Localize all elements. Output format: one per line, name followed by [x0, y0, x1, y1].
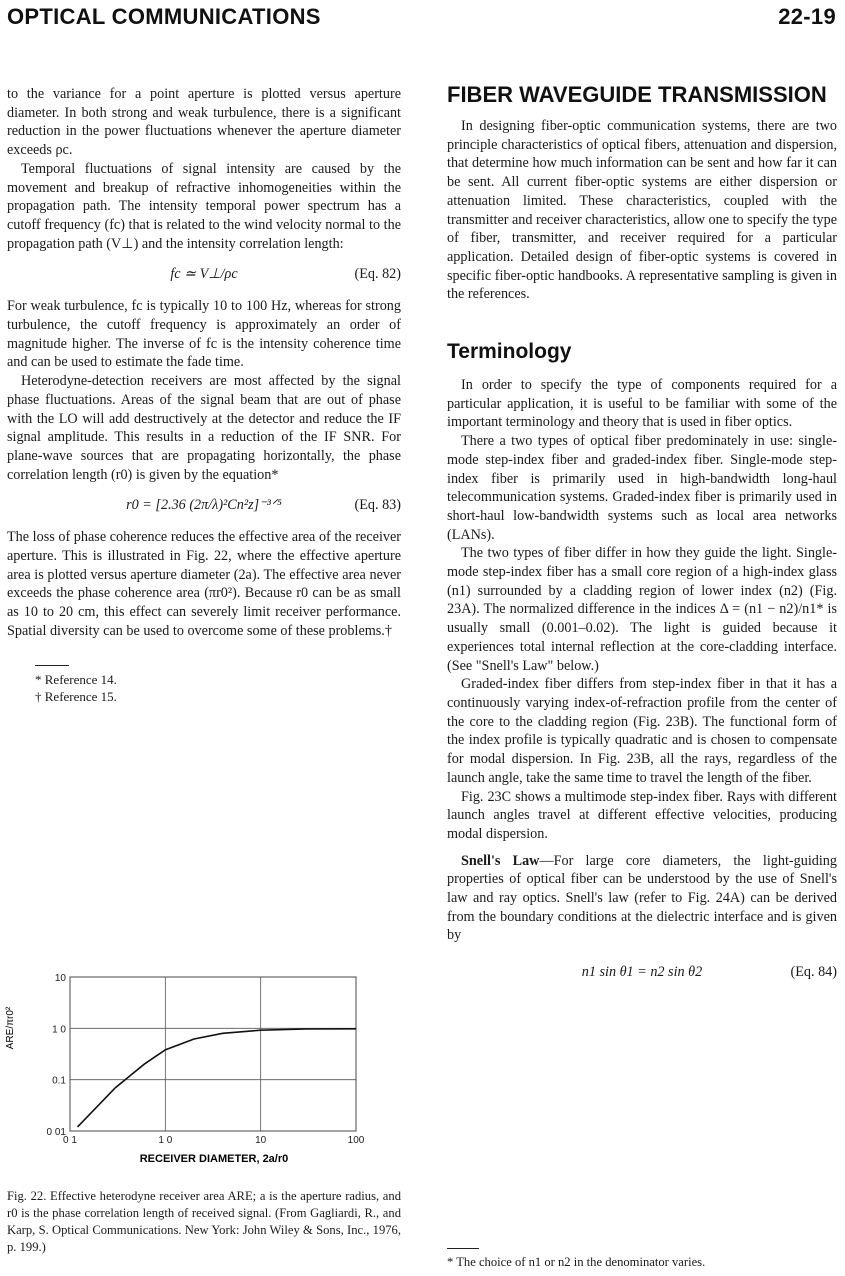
section-heading: FIBER WAVEGUIDE TRANSMISSION	[447, 82, 827, 107]
running-header-title: OPTICAL COMMUNICATIONS	[7, 4, 321, 29]
run-in-heading: Snell's Law	[461, 852, 540, 869]
equation-83	[7, 496, 401, 518]
equation-number: (Eq. 84)	[790, 964, 837, 981]
right-footnote	[447, 1248, 837, 1270]
y-axis-label: ARE/πr0²	[5, 1006, 16, 1050]
y-tick-label: 0.1	[52, 1075, 66, 1087]
page-number: 22-19	[778, 4, 836, 29]
paragraph: The two types of fiber differ in how they guide the light. Single-mode step-index fiber has a small core region of a high-index glass (n1) surrounded by a cladding region of lower index (n2) (Fig. 23A). The normalized difference in the indices Δ = (n1 − n2)/n1* is usually small (0.001–0.02). The light is guided because it experiences total internal reflection at the core-cladding interface. (See "Snell's Law" below.)	[447, 545, 837, 674]
x-tick-label: 0 1	[63, 1135, 77, 1146]
equation-number: (Eq. 82)	[354, 266, 401, 283]
y-tick-label: 10	[54, 973, 66, 984]
equation-number: (Eq. 83)	[354, 497, 401, 514]
plot-area	[47, 973, 365, 1146]
effective-area-curve	[78, 1029, 357, 1127]
equation-82	[7, 265, 401, 287]
equation-84	[447, 963, 837, 985]
equation-expression: fc ≃ V⊥/ρc	[170, 266, 238, 283]
x-tick-label: 10	[255, 1135, 267, 1146]
figure-22-chart	[0, 955, 400, 1185]
paragraph: Heterodyne-detection receivers are most affected by the signal phase fluctuations. Areas of the signal beam that are out of phase with the LO will add destructively at the detector and reduce the IF signal amplitude. This results in a reduction of the IF SNR. For plane-wave sources that are propagating horizontally, the phase correlation length (r0) is given by the equation*	[7, 373, 401, 483]
left-column	[7, 85, 401, 705]
equation-expression: r0 = [2.36 (2π/λ)²Cn²z]⁻³ᐟ⁵	[126, 497, 282, 514]
paragraph: The loss of phase coherence reduces the effective area of the receiver aperture. This is illustrated in Fig. 22, where the effective aperture area is plotted versus aperture diameter (2a). The effective area never exceeds the phase coherence area (πr0²). Because r0 can be as small as 10 to 20 cm, this effect can severely limit receiver performance. Spatial diversity can be used to overcome some of these problems.†	[7, 529, 401, 639]
paragraph: Snell's Law—For large core diameters, the light-guiding properties of optical fiber can be understood by the use of Snell's law and ray optics. Snell's law (refer to Fig. 24A) can be derived from the boundary conditions at the dielectric interface and is given by	[447, 852, 837, 944]
x-tick-label: 100	[347, 1135, 365, 1146]
footnote: † Reference 15.	[35, 688, 117, 704]
paragraph: Graded-index fiber differs from step-index fiber in that it has a continuously varying index-of-refraction profile from the center of the core to the cladding region (Fig. 23B). The functional form of the index profile is typically quadratic and is chosen to compensate for modal dispersion. In Fig. 23B, all the rays, regardless of the launch angle, take the same time to travel the length of the fiber.	[447, 676, 837, 786]
footnote: * Reference 14.	[35, 671, 117, 687]
y-tick-label: 1 0	[52, 1024, 66, 1036]
paragraph: In designing fiber-optic communication systems, there are two principle characteristics of optical fibers, attenuation and dispersion, that determine how much information can be sent and how far it can be sent. All current fiber-optic systems are either dispersion or attenuation limited. These characteristics, coupled with the transmitter and receiver characteristics, allow one to specify the type of fiber, transmitter, and receiver required for a particular application. Detailed design of fiber-optic systems is covered in specific fiber-optic handbooks. A representative sampling is given in the references.	[447, 118, 837, 303]
paragraph: There a two types of optical fiber predominately in use: single-mode step-index fiber and graded-index fiber. Single-mode step-index fiber is primarily used in high-bandwidth long-haul telecommunication systems. Graded-index fiber is primarily used in short-haul low-bandwidth systems such as local area networks (LANs).	[447, 433, 837, 543]
footnote-rule	[447, 1248, 479, 1249]
y-tick-label: 0 01	[46, 1127, 66, 1138]
right-column	[447, 83, 837, 995]
paragraph: Fig. 23C shows a multimode step-index fiber. Rays with different launch angles travel at different effective velocities, producing modal dispersion.	[447, 788, 837, 842]
x-tick-label: 1 0	[158, 1135, 173, 1146]
x-axis-label: RECEIVER DIAMETER, 2a/r0	[139, 1153, 289, 1165]
figure-caption: Fig. 22. Effective heterodyne receiver area ARE; a is the aperture radius, and r0 is the phase correlation length of received signal. (From Gagliardi, R., and Karp, S. Optical Communications. New York: John Wiley & Sons, Inc., 1976, p. 199.)	[7, 1189, 401, 1254]
subsection-heading: Terminology	[447, 340, 572, 364]
equation-expression: n1 sin θ1 = n2 sin θ2	[581, 964, 703, 981]
paragraph: to the variance for a point aperture is plotted versus aperture diameter. In both strong and weak turbulence, there is a significant reduction in the power fluctuations whenever the aperture diameter exceeds ρc.	[7, 86, 401, 159]
footnote-rule	[35, 665, 69, 666]
paragraph: In order to specify the type of components required for a particular application, it is useful to be familiar with some of the important terminology and theory that is used in fiber optics.	[447, 377, 837, 431]
paragraph: For weak turbulence, fc is typically 10 to 100 Hz, whereas for strong turbulence, the cutoff frequency is approximately an order of magnitude higher. The inverse of fc is the intensity coherence time and can be used to estimate the fade time.	[7, 298, 401, 371]
plot-frame	[70, 977, 356, 1131]
footnote: * The choice of n1 or n2 in the denominator varies.	[447, 1255, 706, 1269]
paragraph: Temporal fluctuations of signal intensity are caused by the movement and breakup of refractive inhomogeneities within the propagation path. The intensity temporal power spectrum has a cutoff frequency (fc) that is related to the wind velocity normal to the propagation path (V⊥) and the intensity correlation length:	[7, 160, 401, 252]
